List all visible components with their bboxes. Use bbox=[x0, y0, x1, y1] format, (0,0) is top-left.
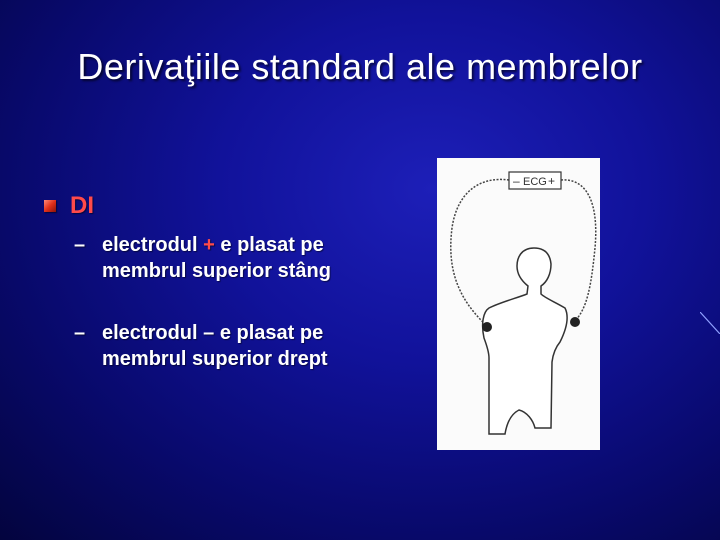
bullet-di bbox=[44, 192, 94, 220]
lead-wire-left bbox=[561, 180, 596, 321]
dash-marker: – bbox=[74, 322, 86, 344]
decorative-line bbox=[700, 312, 720, 334]
bullet-label: DI bbox=[70, 192, 94, 219]
electrode-right-arm bbox=[482, 322, 492, 332]
text-after: e plasat pe membrul superior stâng bbox=[102, 234, 331, 282]
plus-sign: + bbox=[203, 234, 215, 256]
human-torso-outline bbox=[483, 248, 567, 434]
electrode-left-arm bbox=[570, 317, 580, 327]
bullet-square-icon bbox=[44, 200, 56, 212]
device-minus: – bbox=[513, 174, 520, 188]
ecg-figure bbox=[437, 158, 600, 450]
slide-title: Derivaţiile standard ale membrelor bbox=[77, 46, 643, 87]
dash-marker: – bbox=[74, 234, 86, 256]
text-before: electrodul bbox=[102, 234, 204, 256]
device-label: ECG bbox=[523, 176, 547, 188]
device-plus: + bbox=[548, 174, 556, 188]
sub-item-text bbox=[102, 232, 372, 284]
ecg-diagram bbox=[437, 158, 600, 450]
sub-item-text: electrodul – e plasat pe membrul superior drept bbox=[102, 322, 328, 370]
